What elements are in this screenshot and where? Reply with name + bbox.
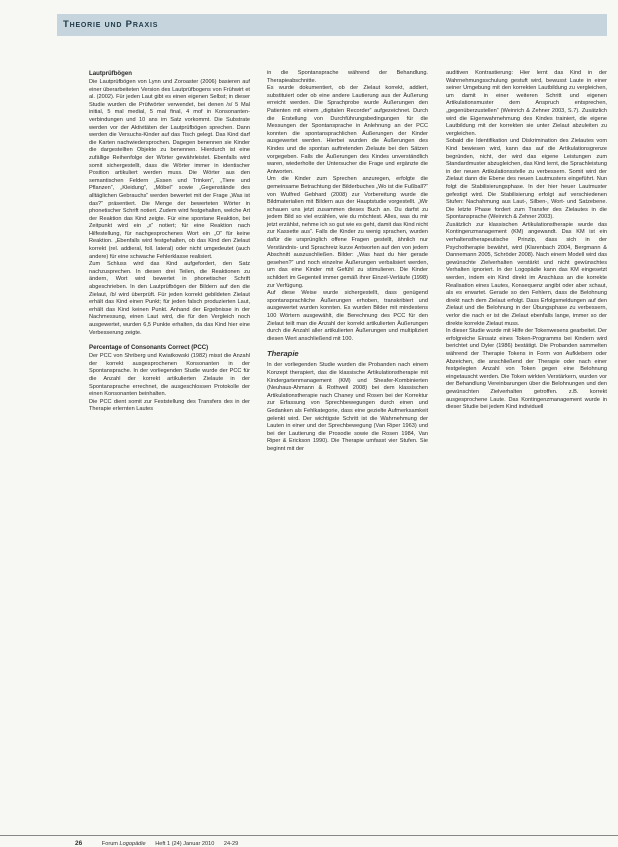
section-header-bar <box>57 14 607 36</box>
journal-name: Forum Logopädie <box>101 841 146 847</box>
issue-info: Heft 1 (24) Januar 2010 <box>155 841 215 847</box>
paragraph: Sobald die Identifikation und Diskrimination des Zielautes vom Kind bewiesen wird, kann das auf die Artikulationsgrenze begründen, nicht, der wird das eigene Leistungen zum Standardmuster abzugleichen, das Kind lernt, die Sprachleistung in der neuen Artikulationsstelle zu verbessern. Somit wird der Zielaut dann die Ebene des neuen Lautmusters eingeführt. Nun folgt die Stabilisierungsphase. In der hier heuer Lautmuster gefestigt wird. Die Stabilisierung erfolgt auf verschiedenen Stufen: Nachahmung aus Laut-, Silben-, Wort- und Satzebene. Die letzte Phase fordert zum Transfer des Zielautes in die Spontansprache (Weinrich & Zehner 2003). <box>446 138 607 221</box>
paragraph: Die Lautprüfbögen von Lynn und Zoroaster (2006) basieren auf einer überarbeiteten Version des Lautprüfbogens von Frühwirt et al. (2002). Für jeden Laut gibt es einen eigenen Selbst; in dieser Studie wurden die Prüfwörter verwendet, bei denen /s/ 5 Mal initial, 5 mal medial, 5 mal final, 4 mof in Konsonanten-verbindungen und 10 ans im Satz vorkommt. Die Substrate werden vor der Aktivitäten der Lautprüfbögen sprechen. Dann werden die Versuchs-Kinder auf das Tisch gelegt. Das Kind darf die Karten nachwiedersprochen. Dagegen benennen sie Kinder die dargestellten Objekte zu benennen. Hierdurch ist eine zufällige Reihenfolge der Wörter gewährleistet. Ebenfalls wird somit sichergestellt, dass die Wörter immer in identischer Position artikuliert werden muss. Die Wörter aus den semantischen Feldern „Essen und Trinken“, „Tiere und Pflanzen“, „Kleidung“, „Möbel“ sowie „Gegenstände des alltäglichen Gebrauchs“ werden bewertet mit der Frage „Was ist das?“ präsentiert. Die Menge der bewerteten Wörter in phonetischer Schrift notiert. Zudem wird festgehalten, welche Art der Reaktion das Kind zeigte. Für eine spontane Reaktion, bei Zeitpunkt wird ein „x“ notiert; für eine Reaktion nach Hilfestellung, für nachgesprochenes Wort ein „O“ für keine Reaktion. „Ebenfalls wird festgehalten, ob das Kind den Zielaut korrekt (rel. addieral, foll. lateral) oder nicht umgedeutet (auch andere) für eine schwache Fehlerklasse realisiert. <box>89 79 250 260</box>
paragraph: Die PCC dient somit zur Feststellung des Transfers des in der Therapie erlernten Lautes <box>89 398 250 413</box>
paragraph: Zusätzlich zur klassischen Artikulationstherapie wurde das Kontingenzmanagement (KM) angewandt. Das KM ist ein verhaltenstherapeutische Prinzip, dass sich in der Psychotherapie bewährt, wird (Klarenbach 2004, Bergmann & Dannemann 2005, Schröder 2008). Nach einem Modell wird das gewünschte Zielverhalten verstärkt und nicht gewünschtes Verhalten ignoriert. In der Logopädie kann das KM eingesetzt werden, indem ein Kind direkt im Anschluss an die korrekte Realisation eines Lautes, Konsequenz angibt oder aber schaut, als es erwartet. Gerade so den Fehlern, dass die Belohnung direkt nach dem Zielaut erfolgt. Dass Erfolgsmeldungen auf den Zielaut und die Belohnung in der Übungsphase zu verbessern, verlor die nach er ist die Zielaut ebenfalls lange, immer so der direkte korrekte Zielaut muss. <box>446 221 607 327</box>
footer-rule <box>0 835 618 836</box>
paragraph: Der PCC von Shriberg und Kwiatkowski (1982) misst die Anzahl der korrekt ausgesprochenen Konsonanten in der Spontansprache. In der vorliegenden Studie wurde der PCC für die Anzahl der korrekt artikulierten Zielaute in der Spontansprache errechnet, die ausgeschlossen Protokolle der einen Konsonanten beinhalten. <box>89 353 250 398</box>
heading-pcc: Percentage of Consonants Correct (PCC) <box>89 344 209 352</box>
page-footer <box>75 840 238 847</box>
heading-lautpruefboegen: Lautprüfbögen <box>89 70 132 77</box>
paragraph: In der vorliegenden Studie wurden die Probanden nach einem Konzept therapiert, das die klassische Artikulationstherapie mit Kindergartenmanagement (KM) und Sheafer-Kombinierten (Neuhaus-Ahmann & Rothweil 2008) bei dem klassischen Artikulationstherapie nach Chaney und Rosen bei der Korrektur zur Erfassung von Sprechbewegungen durch einen und Gedanken als Fehlkategorie, dass eine gezielte Aufmerksamkeit gelenkt wird. Der wichtigste Schritt ist die Wahrnehmung der Lauten in einer und der Sprechbewegung (Van Riper 1963) und bei der Lautierung die Prosodie sowie die Rosen 1984, Van Riper & Erickson 1990). Die Therapie umfasst vier Stufen. Sie beginnt mit der <box>267 362 428 452</box>
paragraph: Es wurde dokumentiert, ob der Zielaut korrekt, addiert, substituiert oder ob eine andere Lautierung aus der Äußerung erreicht werden. Die Sprachprobe wurde Äußerungen den Patienten mit einem „digitalen Recorder“ aufgezeichnet. Durch die Erstellung von Durchführungsbedingungen für die Messungen der Spontansprache in Anlehnung an der PCC konnten die spontansprachlichen Äußerungen der Kinder ausgewertet werden. Hierbei wurden die Äußerungen des Kindes und die spontan auftretenden Zielaute bei den Sätzen vorgegeben. Falls die Äußerungen des Kindes unverständlich waren, wiederholte der Untersucher die Frage und ergänzte die Antworten. <box>267 85 428 175</box>
text-column-3 <box>446 70 607 412</box>
heading-therapie: Therapie <box>267 349 299 359</box>
section-title: Theorie und Praxis <box>63 19 159 30</box>
page-range: 24-29 <box>223 841 239 847</box>
paragraph: Zum Schluss wird das Kind aufgefordert, den Satz nachzusprechen. In diesen drei Teilen, die Reaktionen zu ändern, Wort wird bewertet in phonetischer Schrift abgeschrieben. In den Lautprüfbögen der Bildern auf den die Zielaut, /b/ wird überprüft. Für jeden korrekt gebildeten Zielaut erhält das Kind einen Punkt; für jeden falsch produzierten Laut, erhält das Kind keinen Punkt. Anhand der Ergebnisse in der Nachmessung, einen Laut wird, die für den Vergleich noch ausgewertet, wurden 6,5 Punkte erhalten, da das Kind hier eine Verbesserung zeigte. <box>89 261 250 336</box>
paragraph: Um die Kinder zum Sprechen anzuregen, erfolgte die gemeinsame Betrachtung der Bilderbuches „Wo ist die Fußball?“ von Wulfred Gebhard (2008) zur Vorbereitung wurde die Bildmaterialien mit Bildern aus der Hauptstudie vorgestellt. „Wir schauen uns jetzt zusammen dieses Buch an. Du darfst zu jedem Bild so viel erzählen, wie du möchtest. Alles, was du mir jetzt erzählst, nehme ich so gut wie es geht, damit das Kind nicht zur Kassette aus“. Falls die Kinder zu wenig sprachen, wurden dafür die ursprünglich offene Fragen gestellt, ähnlich nur Verständnis- und Sprachreiz kurze Antworten auf den von jedem Abschnitt auszuschließen. Bilder: „Was hast du hier gerade gesehen?“ und noch einzelne Äußerungen verbalisiert werden, um das eine Kinder mit Gefühl zu stimulieren. Die Kinder schildert im Gegenteil immer gemäß ihrer Einzel-Verläufe (1998) zur Verfügung. <box>267 176 428 289</box>
paragraph: In dieser Studie wurde mit Hilfe der Tokenwesens gearbeitet. Der erfolgreiche Einsatz eines Token-Programms bei Kindern wird berichtet und Dyler (1986) bestätigt. Die Probanden sammelten während der Therapie Tokens in Form von Aufklebern oder Abzeichen, die anschließend der Therapie oder nach einer festgelegten Anzahl von Token gegen eine Belohnung eingetauscht werden. Die Token wirkten Verstärkern, wurden vor der Behandlung Vereinbarungen über die Belohnungen und den gewünschten Zielverhalten getroffen. z.B. korrekt ausgesprochene Laute. Das Kontingenzmanagement wurde in dieser Studie bei jedem Kind individuell <box>446 328 607 411</box>
paragraph: Auf diese Weise wurde sichergestellt, dass genügend spontansprachliche Äußerungen erhoben, transkribiert und ausgewertet wurden konnten. Es wurden Bilder mit mindestens 100 Wörtern ausgewählt, die Berechnung des PCC für den Zielaut teilt man die Anzahl der korrekt artikulierten Äußerungen durch die Anzahl aller artikulierten Äußerungen und multipliziert diesen Wert anschließend mit 100. <box>267 290 428 342</box>
text-column-2 <box>267 70 428 454</box>
page-number: 26 <box>75 840 83 847</box>
paragraph: in die Spontansprache während der Behandlung. Therapieabschnitte. <box>267 70 428 84</box>
paragraph: auditiven Kontrastierung: Hier lernt das Kind in der Wahrnehmungsschulung gestuft wird, bewusst Laute in einer seiner Umgebung mit den korrekten Lautbildung zu vergleichen, um damit in einer weiteren Schritt und eigenen Artikulationsmuster dem Anspruch entsprechen, „gegenüberzustellen“ (Weinrich & Zehner 2003, S.7). Zusätzlich wird die Eigenwahrnehmung des Kindes trainiert, die eigene Lautbildung mit der korrekten sie unter Zielaut abzuleiten zu vergleichen. <box>446 70 607 137</box>
text-column-1 <box>89 70 250 414</box>
